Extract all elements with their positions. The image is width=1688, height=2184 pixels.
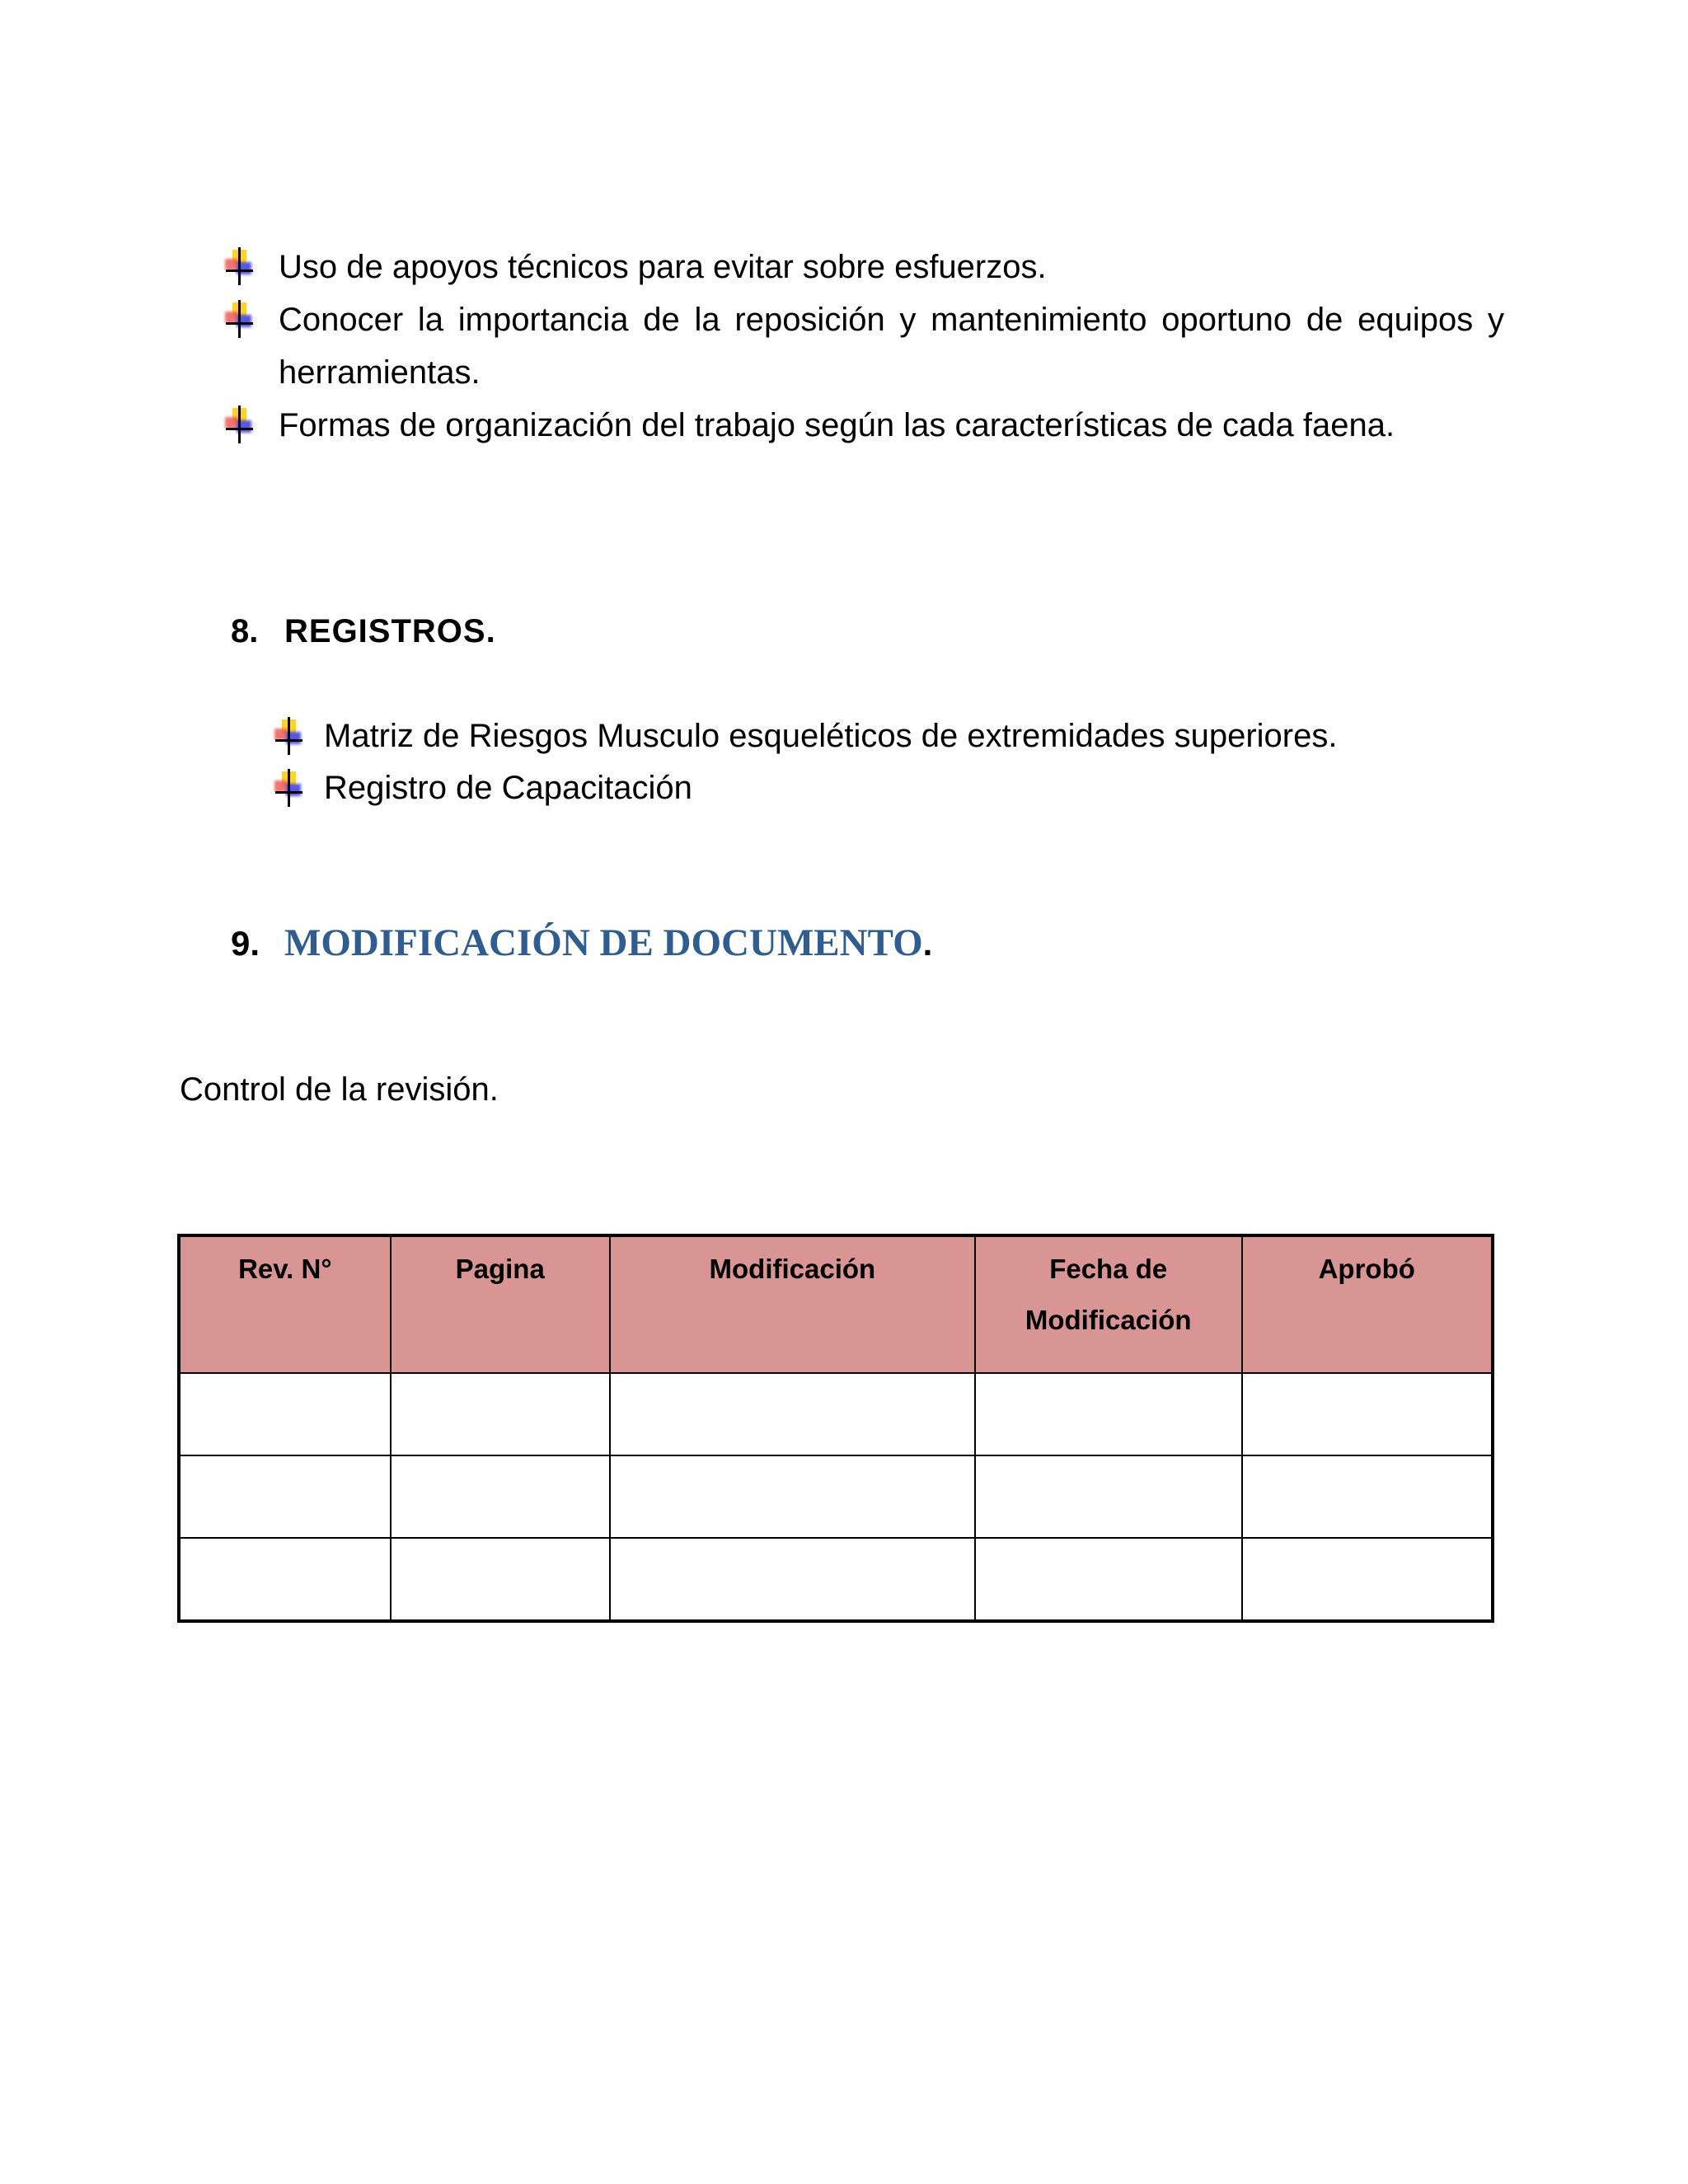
table-row (179, 1455, 1493, 1538)
table-cell (179, 1538, 391, 1621)
bullet-arrow-icon (274, 771, 306, 806)
table-cell (179, 1455, 391, 1538)
table-cell (391, 1538, 610, 1621)
bullet-item (225, 293, 1504, 399)
table-cell (975, 1373, 1242, 1455)
table-cell (610, 1538, 975, 1621)
bullet-text: Formas de organización del trabajo según las características de cada faena. (279, 407, 1395, 443)
bullet-item (225, 241, 1504, 293)
control-revision-label: Control de la revisión. (180, 1071, 499, 1108)
bullet-arrow-icon (225, 250, 256, 284)
bullet-arrow-icon (225, 302, 256, 337)
table-cell (1242, 1538, 1493, 1621)
table-cell (1242, 1373, 1493, 1455)
table-cell (1242, 1455, 1493, 1538)
section-9-heading (231, 916, 932, 978)
table-cell (975, 1455, 1242, 1538)
col-header-pagina: Pagina (391, 1235, 610, 1373)
bullet-item (274, 710, 1540, 762)
section-number: 8. (231, 613, 259, 649)
bullet-text: Conocer la importancia de la reposición y mantenimiento oportuno de equipos y herramientas. (279, 302, 1504, 391)
table-cell (610, 1455, 975, 1538)
table-cell (179, 1373, 391, 1455)
section-title-period: . (922, 924, 933, 963)
table-cell (391, 1373, 610, 1455)
revision-table-container (177, 1234, 1494, 1623)
col-header-aprobo: Aprobó (1242, 1235, 1493, 1373)
table-header-row (179, 1235, 1493, 1373)
table-cell (610, 1373, 975, 1455)
bullet-item (274, 762, 1540, 814)
table-cell (391, 1455, 610, 1538)
col-header-modificacion: Modificación (610, 1235, 975, 1373)
section-8-heading (231, 605, 496, 658)
section-title: MODIFICACIÓN DE DOCUMENTO (284, 921, 923, 964)
table-row (179, 1538, 1493, 1621)
bullet-item (225, 399, 1504, 452)
revision-table (177, 1234, 1494, 1623)
bullet-text: Uso de apoyos técnicos para evitar sobre esfuerzos. (279, 249, 1047, 285)
col-header-rev-n: Rev. N° (179, 1235, 391, 1373)
section-title: REGISTROS. (284, 613, 496, 649)
table-row (179, 1373, 1493, 1455)
col-header-fecha-modificacion: Fecha de Modificación (975, 1235, 1242, 1373)
bullet-list-registros (274, 710, 1540, 814)
bullet-text: Registro de Capacitación (324, 770, 692, 806)
section-number: 9. (231, 924, 260, 963)
bullet-text: Matriz de Riesgos Musculo esqueléticos de extremidades superiores. (324, 718, 1338, 754)
bullet-list-top (225, 241, 1504, 452)
bullet-arrow-icon (225, 408, 256, 443)
table-cell (975, 1538, 1242, 1621)
bullet-arrow-icon (274, 719, 306, 754)
